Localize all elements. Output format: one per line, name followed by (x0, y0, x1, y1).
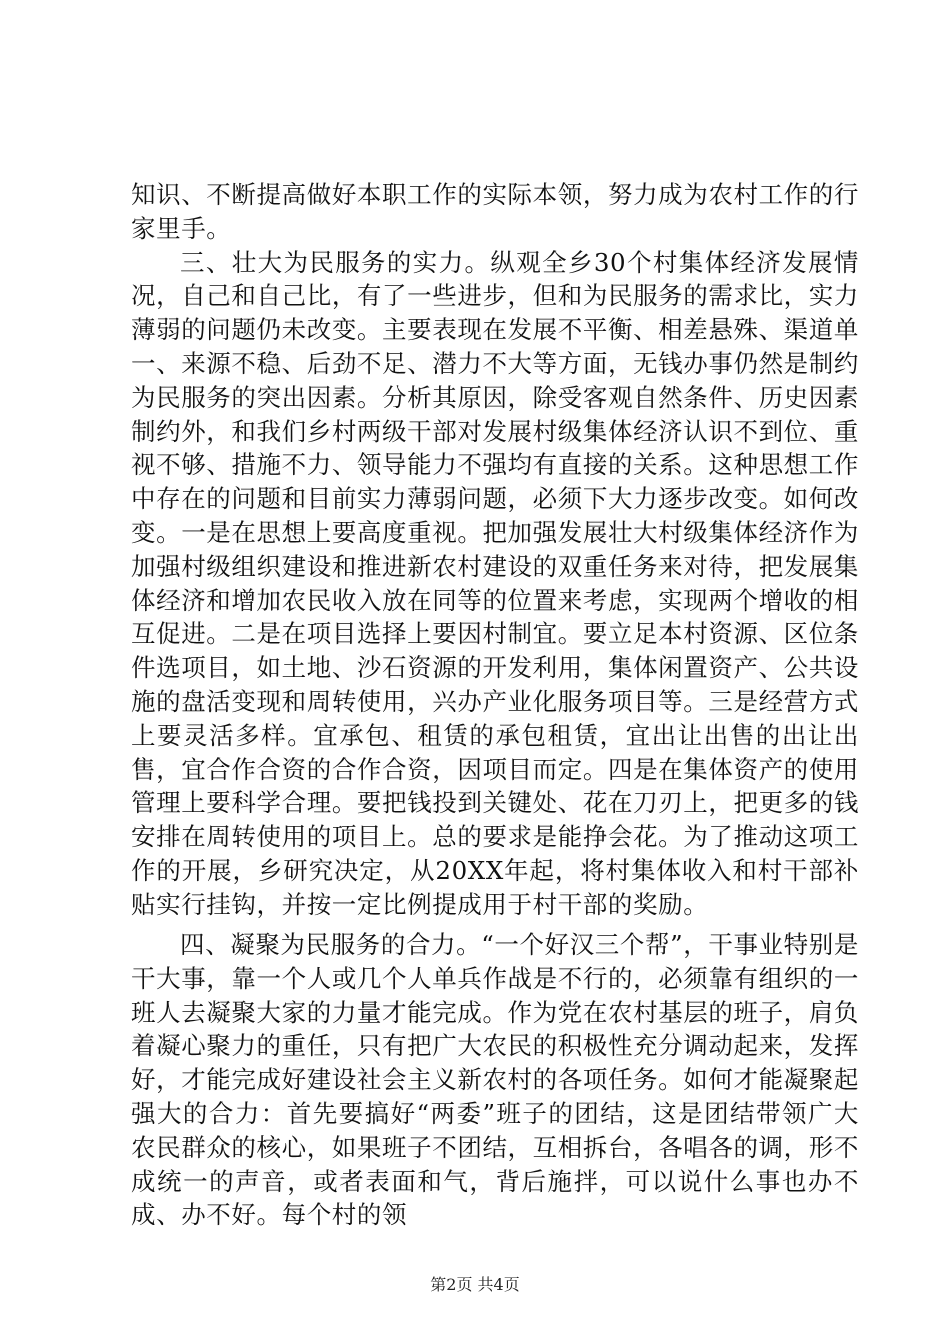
continuation-paragraph: 知识、不断提高做好本职工作的实际本领，努力成为农村工作的行家里手。 (131, 180, 859, 243)
body-text-lower (131, 928, 859, 1232)
paragraph-three: 三、壮大为民服务的实力。纵观全乡30个村集体经济发展情况，自己和自己比，有了一些进步，但和为民服务的需求比，实力薄弱的问题仍未改变。主要表现在发展不平衡、相差悬殊、渠道单一、来源不稳、后劲不足、潜力不大等方面，无钱办事仍然是制约为民服务的突出因素。分析其原因，除受客观自然条件、历史因素制约外，和我们乡村两级干部对发展村级集体经济认识不到位、重视不够、措施不力、领导能力不强均有直接的关系。这种思想工作中存在的问题和目前实力薄弱问题，必须下大力逐步改变。如何改变。一是在思想上要高度重视。把加强发展壮大村级集体经济作为加强村级组织建设和推进新农村建设的双重任务来对待，把发展集体经济和增加农民收入放在同等的位置来考虑，实现两个增收的相互促进。二是在项目选择上要因村制宜。要立足本村资源、区位条件选项目，如土地、沙石资源的开发利用，集体闲置资产、公共设施的盘活变现和周转使用，兴办产业化服务项目等。三是经营方式上要灵活多样。宜承包、租赁的承包租赁，宜出让出售的出让出售，宜合作合资的合作合资，因项目而定。四是在集体资产的使用管理上要科学合理。要把钱投到关键处、花在刀刃上，把更多的钱安排在周转使用的项目上。总的要求是能挣会花。为了推动这项工作的开展，乡研究决定，从20XX年起，将村集体收入和村干部补贴实行挂钩，并按一定比例提成用于村干部的奖励。 (131, 247, 859, 919)
paragraph-four: 四、凝聚为民服务的合力。“一个好汉三个帮”，干事业特别是干大事，靠一个人或几个人单兵作战是不行的，必须靠有组织的一班人去凝聚大家的力量才能完成。作为党在农村基层的班子，肩负着凝心聚力的重任，只有把广大农民的积极性充分调动起来，发挥好，才能完成好建设社会主义新农村的各项任务。如何才能凝聚起强大的合力：首先要搞好“两委”班子的团结，这是团结带领广大农民群众的核心，如果班子不团结，互相拆台，各唱各的调，形不成统一的声音，或者表面和气，背后施拌，可以说什么事也办不成、办不好。每个村的领 (131, 930, 859, 1230)
page-footer: 第2页 共4页 (430, 1275, 520, 1294)
body-text-upper (131, 178, 859, 922)
